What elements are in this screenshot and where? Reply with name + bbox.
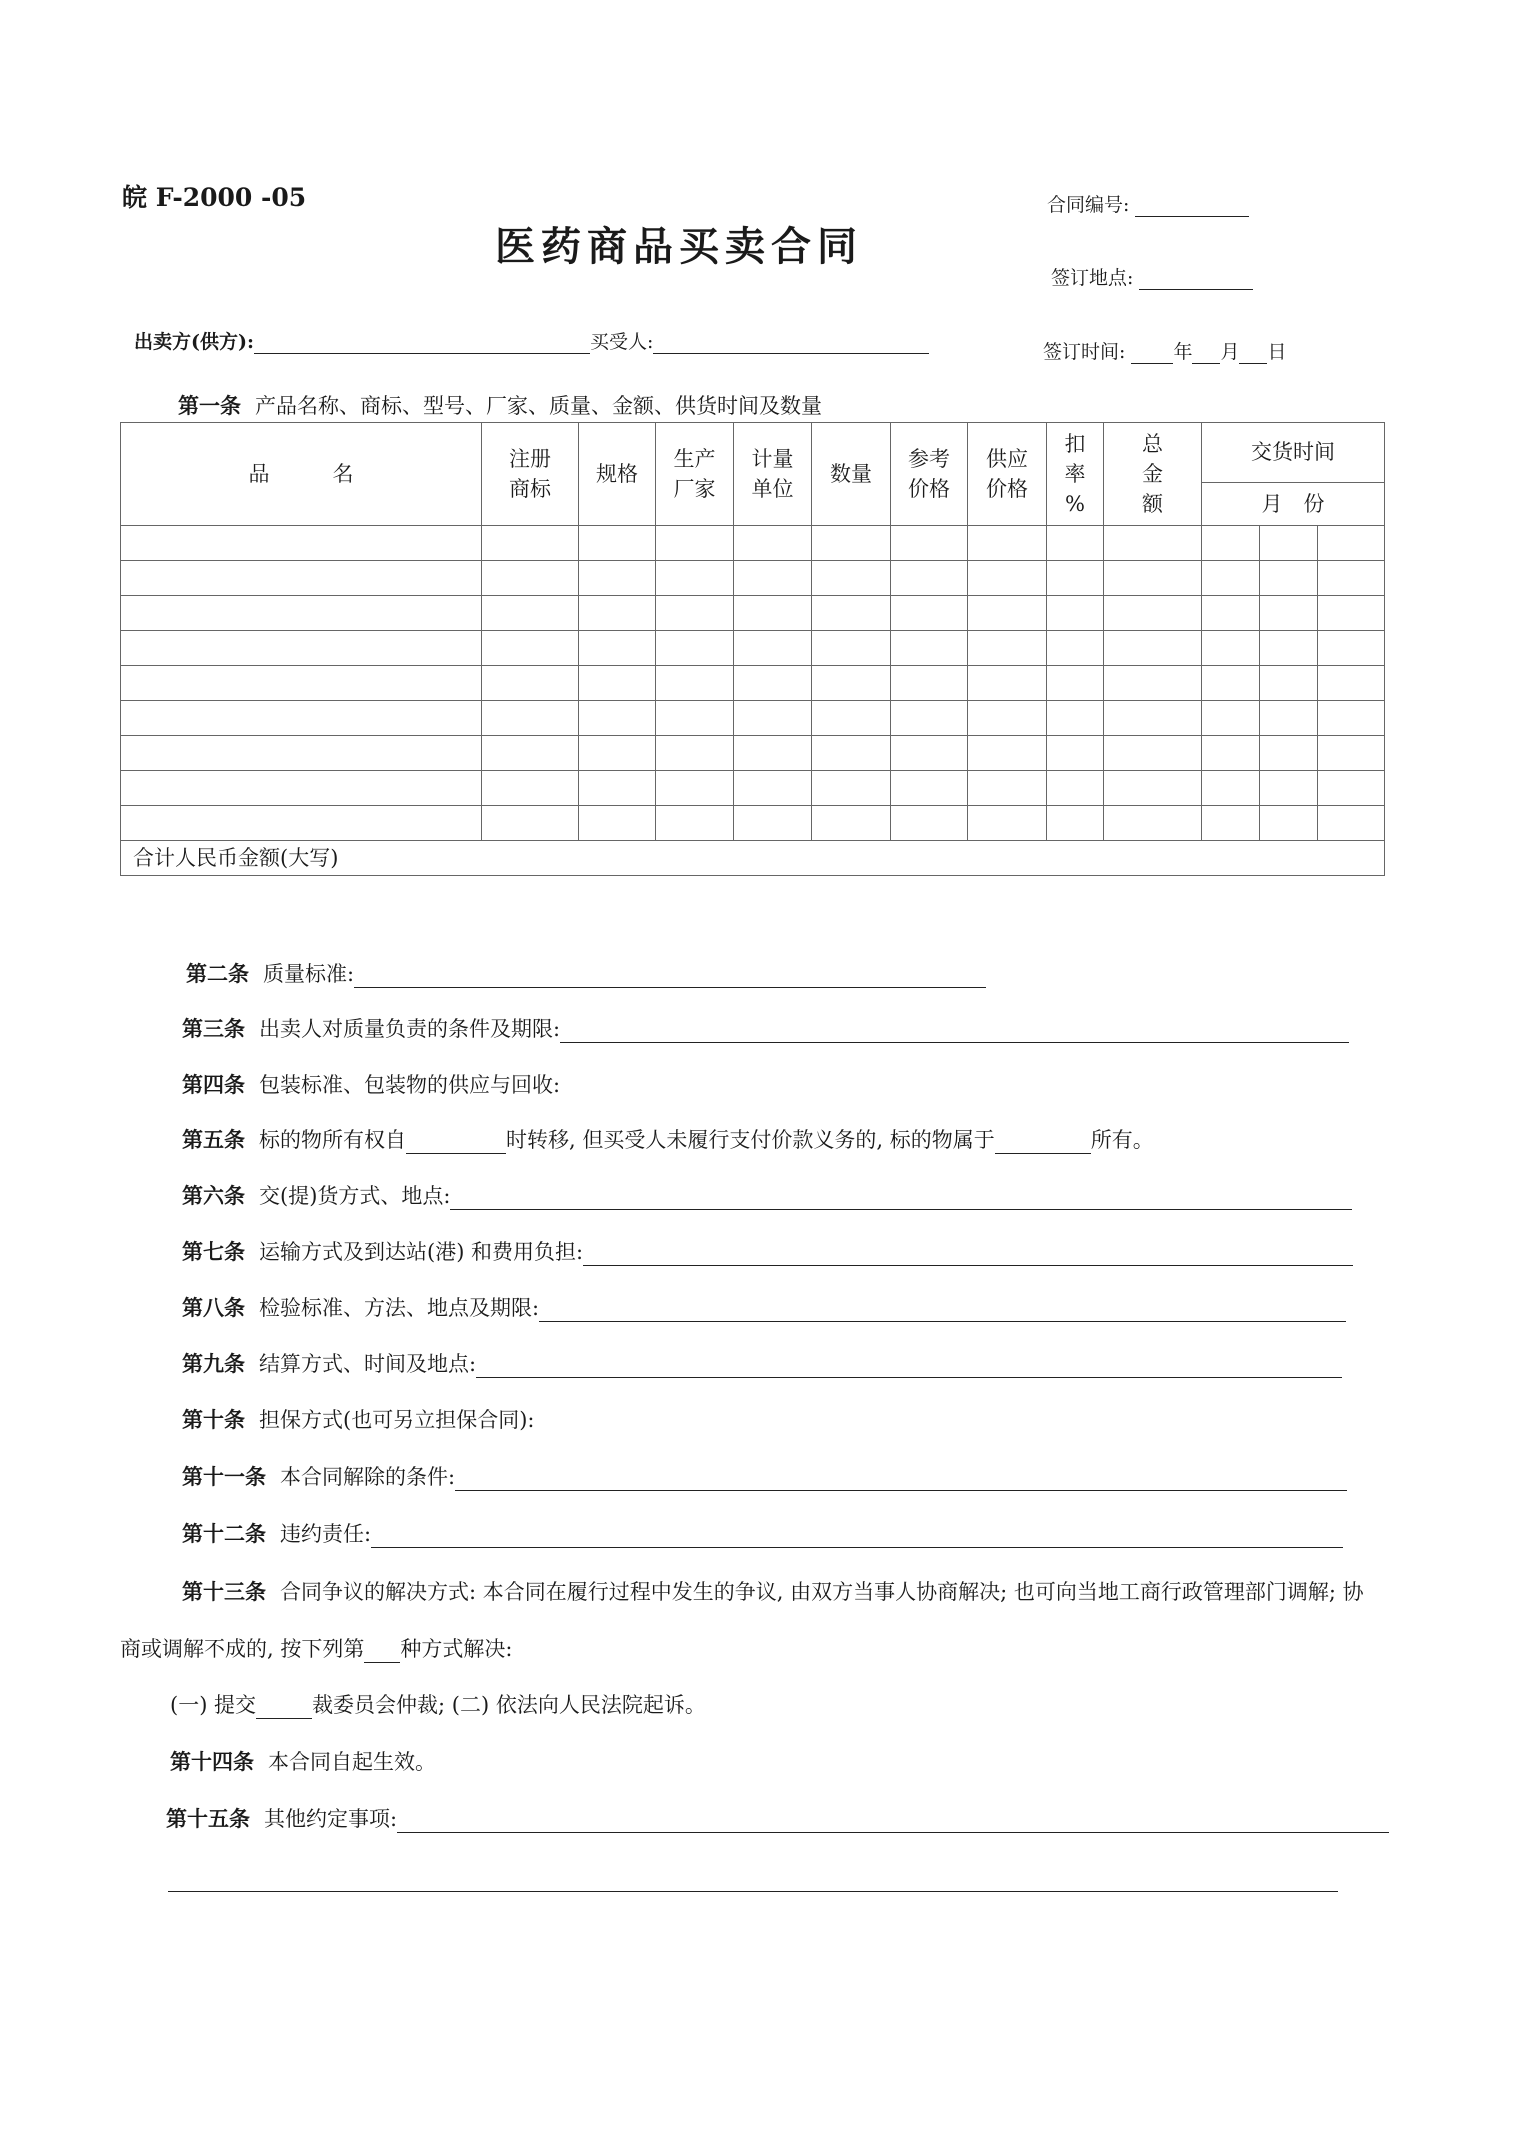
table-cell[interactable] — [734, 561, 812, 596]
table-cell[interactable] — [1318, 701, 1385, 736]
article-item — [182, 1348, 1342, 1378]
table-cell[interactable] — [1318, 806, 1385, 841]
article-14 — [170, 1746, 436, 1776]
article-5-blank-2[interactable] — [995, 1130, 1091, 1154]
table-cell[interactable] — [121, 806, 482, 841]
table-cell[interactable] — [812, 526, 891, 561]
col-unit-header: 计量 单位 — [734, 423, 812, 526]
table-cell[interactable] — [1047, 701, 1104, 736]
article-item — [186, 958, 986, 988]
article-item — [182, 1069, 560, 1099]
table-cell[interactable] — [121, 701, 482, 736]
form-code: 皖 F-2000 -05 — [122, 183, 307, 212]
table-cell[interactable] — [482, 736, 579, 771]
col-delivery-header: 交货时间 — [1202, 423, 1385, 483]
table-cell[interactable] — [1047, 596, 1104, 631]
table-cell[interactable] — [482, 631, 579, 666]
contract-no-field — [1047, 190, 1249, 217]
article-5-text-b: 时转移, 但买受人未履行支付价款义务的, 标的物属于 — [506, 1128, 995, 1152]
table-cell[interactable] — [1104, 596, 1202, 631]
year-label: 年 — [1173, 341, 1193, 363]
article-blank[interactable] — [476, 1354, 1342, 1378]
article-item — [182, 1013, 1349, 1043]
article-13-line-3a: (一) 提交 — [170, 1693, 257, 1717]
article-blank[interactable] — [539, 1298, 1346, 1322]
article-13-key: 第十三条 — [182, 1579, 266, 1604]
sign-place-blank[interactable] — [1139, 268, 1253, 290]
article-text: 运输方式及到达站(港) 和费用负担: — [259, 1240, 584, 1264]
table-cell[interactable] — [1260, 736, 1318, 771]
table-cell[interactable] — [482, 561, 579, 596]
table-cell[interactable] — [579, 771, 656, 806]
article-key: 第九条 — [182, 1351, 245, 1376]
article-13-blank-2[interactable] — [256, 1695, 312, 1719]
table-cell[interactable] — [891, 806, 968, 841]
table-cell[interactable] — [734, 806, 812, 841]
table-cell[interactable] — [1104, 806, 1202, 841]
table-row — [121, 526, 1385, 561]
table-cell[interactable] — [1104, 526, 1202, 561]
table-row — [121, 701, 1385, 736]
table-row — [121, 771, 1385, 806]
table-cell[interactable] — [812, 666, 891, 701]
table-cell[interactable] — [968, 736, 1047, 771]
table-cell[interactable] — [121, 526, 482, 561]
table-cell[interactable] — [1047, 666, 1104, 701]
sign-time-label: 签订时间: — [1043, 341, 1126, 363]
table-cell[interactable] — [1202, 631, 1260, 666]
article-key: 第二条 — [186, 961, 249, 986]
table-cell[interactable] — [812, 561, 891, 596]
table-cell[interactable] — [656, 701, 734, 736]
col-trademark-header: 注册 商标 — [482, 423, 579, 526]
table-cell[interactable] — [968, 666, 1047, 701]
article-blank[interactable] — [583, 1242, 1353, 1266]
table-cell[interactable] — [1202, 701, 1260, 736]
table-cell[interactable] — [891, 666, 968, 701]
table-cell[interactable] — [1318, 561, 1385, 596]
table-cell[interactable] — [1260, 631, 1318, 666]
table-cell[interactable] — [734, 666, 812, 701]
article-item — [182, 1180, 1352, 1210]
article-13 — [182, 1576, 1364, 1606]
table-cell[interactable] — [812, 701, 891, 736]
table-cell[interactable] — [121, 771, 482, 806]
article-1-text: 产品名称、商标、型号、厂家、质量、金额、供货时间及数量 — [255, 394, 822, 418]
table-cell[interactable] — [121, 596, 482, 631]
page-title: 医药商品买卖合同 — [495, 223, 863, 270]
table-cell[interactable] — [1202, 806, 1260, 841]
sign-place-field — [1051, 263, 1253, 290]
table-cell[interactable] — [1047, 526, 1104, 561]
article-15 — [166, 1803, 1389, 1833]
article-15-key: 第十五条 — [166, 1806, 250, 1831]
table-cell[interactable] — [891, 596, 968, 631]
table-cell[interactable] — [656, 806, 734, 841]
article-blank[interactable] — [450, 1186, 1352, 1210]
month-blank[interactable] — [1192, 342, 1220, 364]
article-key: 第三条 — [182, 1016, 245, 1041]
table-cell[interactable] — [656, 736, 734, 771]
table-cell[interactable] — [1202, 736, 1260, 771]
table-cell[interactable] — [1104, 771, 1202, 806]
article-13-line-1: 合同争议的解决方式: 本合同在履行过程中发生的争议, 由双方当事人协商解决; 也可向当地工商行政管理部门调解; 协 — [280, 1580, 1364, 1604]
article-key: 第七条 — [182, 1239, 245, 1264]
table-cell[interactable] — [656, 631, 734, 666]
table-cell[interactable] — [121, 561, 482, 596]
table-cell[interactable] — [579, 526, 656, 561]
table-cell[interactable] — [1047, 561, 1104, 596]
table-cell[interactable] — [482, 596, 579, 631]
article-text: 担保方式(也可另立担保合同): — [259, 1408, 535, 1432]
article-item — [182, 1404, 534, 1434]
table-cell[interactable] — [579, 701, 656, 736]
article-key: 第六条 — [182, 1183, 245, 1208]
table-cell[interactable] — [1202, 526, 1260, 561]
col-maker-header: 生产 厂家 — [656, 423, 734, 526]
table-cell[interactable] — [891, 736, 968, 771]
article-key: 第十条 — [182, 1407, 245, 1432]
article-blank[interactable] — [371, 1524, 1343, 1548]
table-cell[interactable] — [734, 736, 812, 771]
article-blank[interactable] — [354, 964, 986, 988]
table-cell[interactable] — [121, 736, 482, 771]
article-text: 出卖人对质量负责的条件及期限: — [259, 1017, 561, 1041]
table-cell[interactable] — [1260, 526, 1318, 561]
table-cell[interactable] — [1104, 701, 1202, 736]
seller-label: 出卖方(供方): — [134, 331, 254, 353]
product-table — [120, 422, 1385, 876]
article-1-key: 第一条 — [178, 393, 241, 418]
article-key: 第四条 — [182, 1072, 245, 1097]
article-text: 质量标准: — [263, 962, 355, 986]
table-cell[interactable] — [121, 666, 482, 701]
article-15-blank[interactable] — [397, 1809, 1389, 1833]
article-1 — [178, 390, 822, 420]
article-text: 违约责任: — [280, 1522, 372, 1546]
table-cell[interactable] — [968, 526, 1047, 561]
table-cell[interactable] — [734, 596, 812, 631]
table-cell[interactable] — [579, 736, 656, 771]
article-text: 交(提)货方式、地点: — [259, 1184, 451, 1208]
table-cell[interactable] — [1202, 666, 1260, 701]
day-label: 日 — [1267, 341, 1287, 363]
table-cell[interactable] — [891, 631, 968, 666]
article-key: 第十二条 — [182, 1521, 266, 1546]
table-cell[interactable] — [812, 771, 891, 806]
col-ref-price-header: 参考 价格 — [891, 423, 968, 526]
col-spec-header: 规格 — [579, 423, 656, 526]
month-label: 月 — [1220, 341, 1240, 363]
article-item — [182, 1518, 1343, 1548]
article-13-line-3b: 裁委员会仲裁; (二) 依法向人民法院起诉。 — [312, 1693, 706, 1717]
table-cell[interactable] — [1260, 701, 1318, 736]
table-cell[interactable] — [482, 701, 579, 736]
table-cell[interactable] — [579, 666, 656, 701]
table-cell[interactable] — [968, 631, 1047, 666]
article-15-extra-line[interactable] — [168, 1891, 1338, 1892]
table-cell[interactable] — [1260, 771, 1318, 806]
table-cell[interactable] — [1104, 561, 1202, 596]
table-cell[interactable] — [482, 666, 579, 701]
table-row — [121, 736, 1385, 771]
year-blank[interactable] — [1131, 342, 1173, 364]
contract-no-label: 合同编号: — [1047, 194, 1130, 216]
article-5 — [182, 1124, 1154, 1154]
article-15-text: 其他约定事项: — [264, 1807, 398, 1831]
article-13-cont — [120, 1633, 512, 1663]
buyer-label: 买受人: — [590, 331, 654, 353]
article-13-blank-1[interactable] — [364, 1639, 400, 1663]
table-cell[interactable] — [1260, 561, 1318, 596]
article-5-text-a: 标的物所有权自 — [259, 1128, 406, 1152]
table-cell[interactable] — [1047, 736, 1104, 771]
table-cell[interactable] — [579, 806, 656, 841]
table-cell[interactable] — [1104, 631, 1202, 666]
table-cell[interactable] — [656, 666, 734, 701]
table-cell[interactable] — [1260, 666, 1318, 701]
article-13-line-2b: 种方式解决: — [400, 1637, 513, 1661]
table-cell[interactable] — [968, 701, 1047, 736]
col-total-header: 总 金 额 — [1104, 423, 1202, 526]
table-row — [121, 806, 1385, 841]
table-cell[interactable] — [482, 806, 579, 841]
parties-line — [134, 327, 929, 354]
article-5-blank-1[interactable] — [406, 1130, 506, 1154]
article-text: 检验标准、方法、地点及期限: — [259, 1296, 540, 1320]
table-cell[interactable] — [1047, 806, 1104, 841]
table-cell[interactable] — [1104, 736, 1202, 771]
table-cell[interactable] — [891, 526, 968, 561]
table-cell[interactable] — [482, 526, 579, 561]
table-cell[interactable] — [891, 771, 968, 806]
table-cell[interactable] — [1260, 806, 1318, 841]
article-5-text-c: 所有。 — [1090, 1128, 1154, 1152]
article-text: 结算方式、时间及地点: — [259, 1352, 477, 1376]
table-cell[interactable] — [1318, 631, 1385, 666]
table-row — [121, 596, 1385, 631]
table-cell[interactable] — [1318, 771, 1385, 806]
article-13-options — [170, 1689, 706, 1719]
table-cell[interactable] — [734, 701, 812, 736]
buyer-blank[interactable] — [653, 332, 929, 354]
col-qty-header: 数量 — [812, 423, 891, 526]
table-cell[interactable] — [734, 771, 812, 806]
col-name-header: 品 名 — [121, 423, 482, 526]
article-14-text: 本合同自起生效。 — [268, 1750, 436, 1774]
article-text: 包装标准、包装物的供应与回收: — [259, 1073, 561, 1097]
article-key: 第八条 — [182, 1295, 245, 1320]
article-14-key: 第十四条 — [170, 1749, 254, 1774]
article-blank[interactable] — [560, 1019, 1349, 1043]
article-blank[interactable] — [455, 1467, 1347, 1491]
col-month-header: 月 份 — [1202, 482, 1385, 525]
table-cell[interactable] — [656, 561, 734, 596]
table-cell[interactable] — [968, 561, 1047, 596]
table-cell[interactable] — [1318, 526, 1385, 561]
table-cell[interactable] — [656, 526, 734, 561]
day-blank[interactable] — [1239, 342, 1267, 364]
article-item — [182, 1461, 1347, 1491]
table-cell[interactable] — [891, 561, 968, 596]
table-cell[interactable] — [968, 771, 1047, 806]
table-cell[interactable] — [734, 526, 812, 561]
sum-label: 合计人民币金额(大写) — [121, 841, 1385, 876]
article-text: 本合同解除的条件: — [280, 1465, 456, 1489]
article-item — [182, 1292, 1346, 1322]
col-supply-price-header: 供应 价格 — [968, 423, 1047, 526]
article-13-line-2a: 商或调解不成的, 按下列第 — [120, 1637, 365, 1661]
article-item — [182, 1236, 1353, 1266]
table-cell[interactable] — [891, 701, 968, 736]
article-key: 第十一条 — [182, 1464, 266, 1489]
table-cell[interactable] — [812, 631, 891, 666]
table-cell[interactable] — [812, 736, 891, 771]
table-cell[interactable] — [1260, 596, 1318, 631]
table-cell[interactable] — [1318, 666, 1385, 701]
table-cell[interactable] — [968, 806, 1047, 841]
table-cell[interactable] — [579, 561, 656, 596]
table-cell[interactable] — [1318, 736, 1385, 771]
table-cell[interactable] — [579, 596, 656, 631]
table-cell[interactable] — [812, 806, 891, 841]
sum-row — [121, 841, 1385, 876]
contract-no-blank[interactable] — [1135, 195, 1249, 217]
table-cell[interactable] — [1104, 666, 1202, 701]
table-cell[interactable] — [1202, 561, 1260, 596]
table-cell[interactable] — [1318, 596, 1385, 631]
table-cell[interactable] — [1202, 596, 1260, 631]
seller-blank[interactable] — [254, 332, 590, 354]
table-cell[interactable] — [656, 596, 734, 631]
table-cell[interactable] — [482, 771, 579, 806]
article-5-key: 第五条 — [182, 1127, 245, 1152]
table-cell[interactable] — [734, 631, 812, 666]
table-cell[interactable] — [656, 771, 734, 806]
table-row — [121, 631, 1385, 666]
sign-place-label: 签订地点: — [1051, 267, 1134, 289]
sign-time-field — [1043, 337, 1287, 364]
col-discount-header: 扣 率 % — [1047, 423, 1104, 526]
table-cell[interactable] — [1047, 771, 1104, 806]
table-cell[interactable] — [968, 596, 1047, 631]
table-cell[interactable] — [812, 596, 891, 631]
table-cell[interactable] — [579, 631, 656, 666]
table-row — [121, 666, 1385, 701]
table-cell[interactable] — [1047, 631, 1104, 666]
table-cell[interactable] — [121, 631, 482, 666]
table-cell[interactable] — [1202, 771, 1260, 806]
table-row — [121, 561, 1385, 596]
